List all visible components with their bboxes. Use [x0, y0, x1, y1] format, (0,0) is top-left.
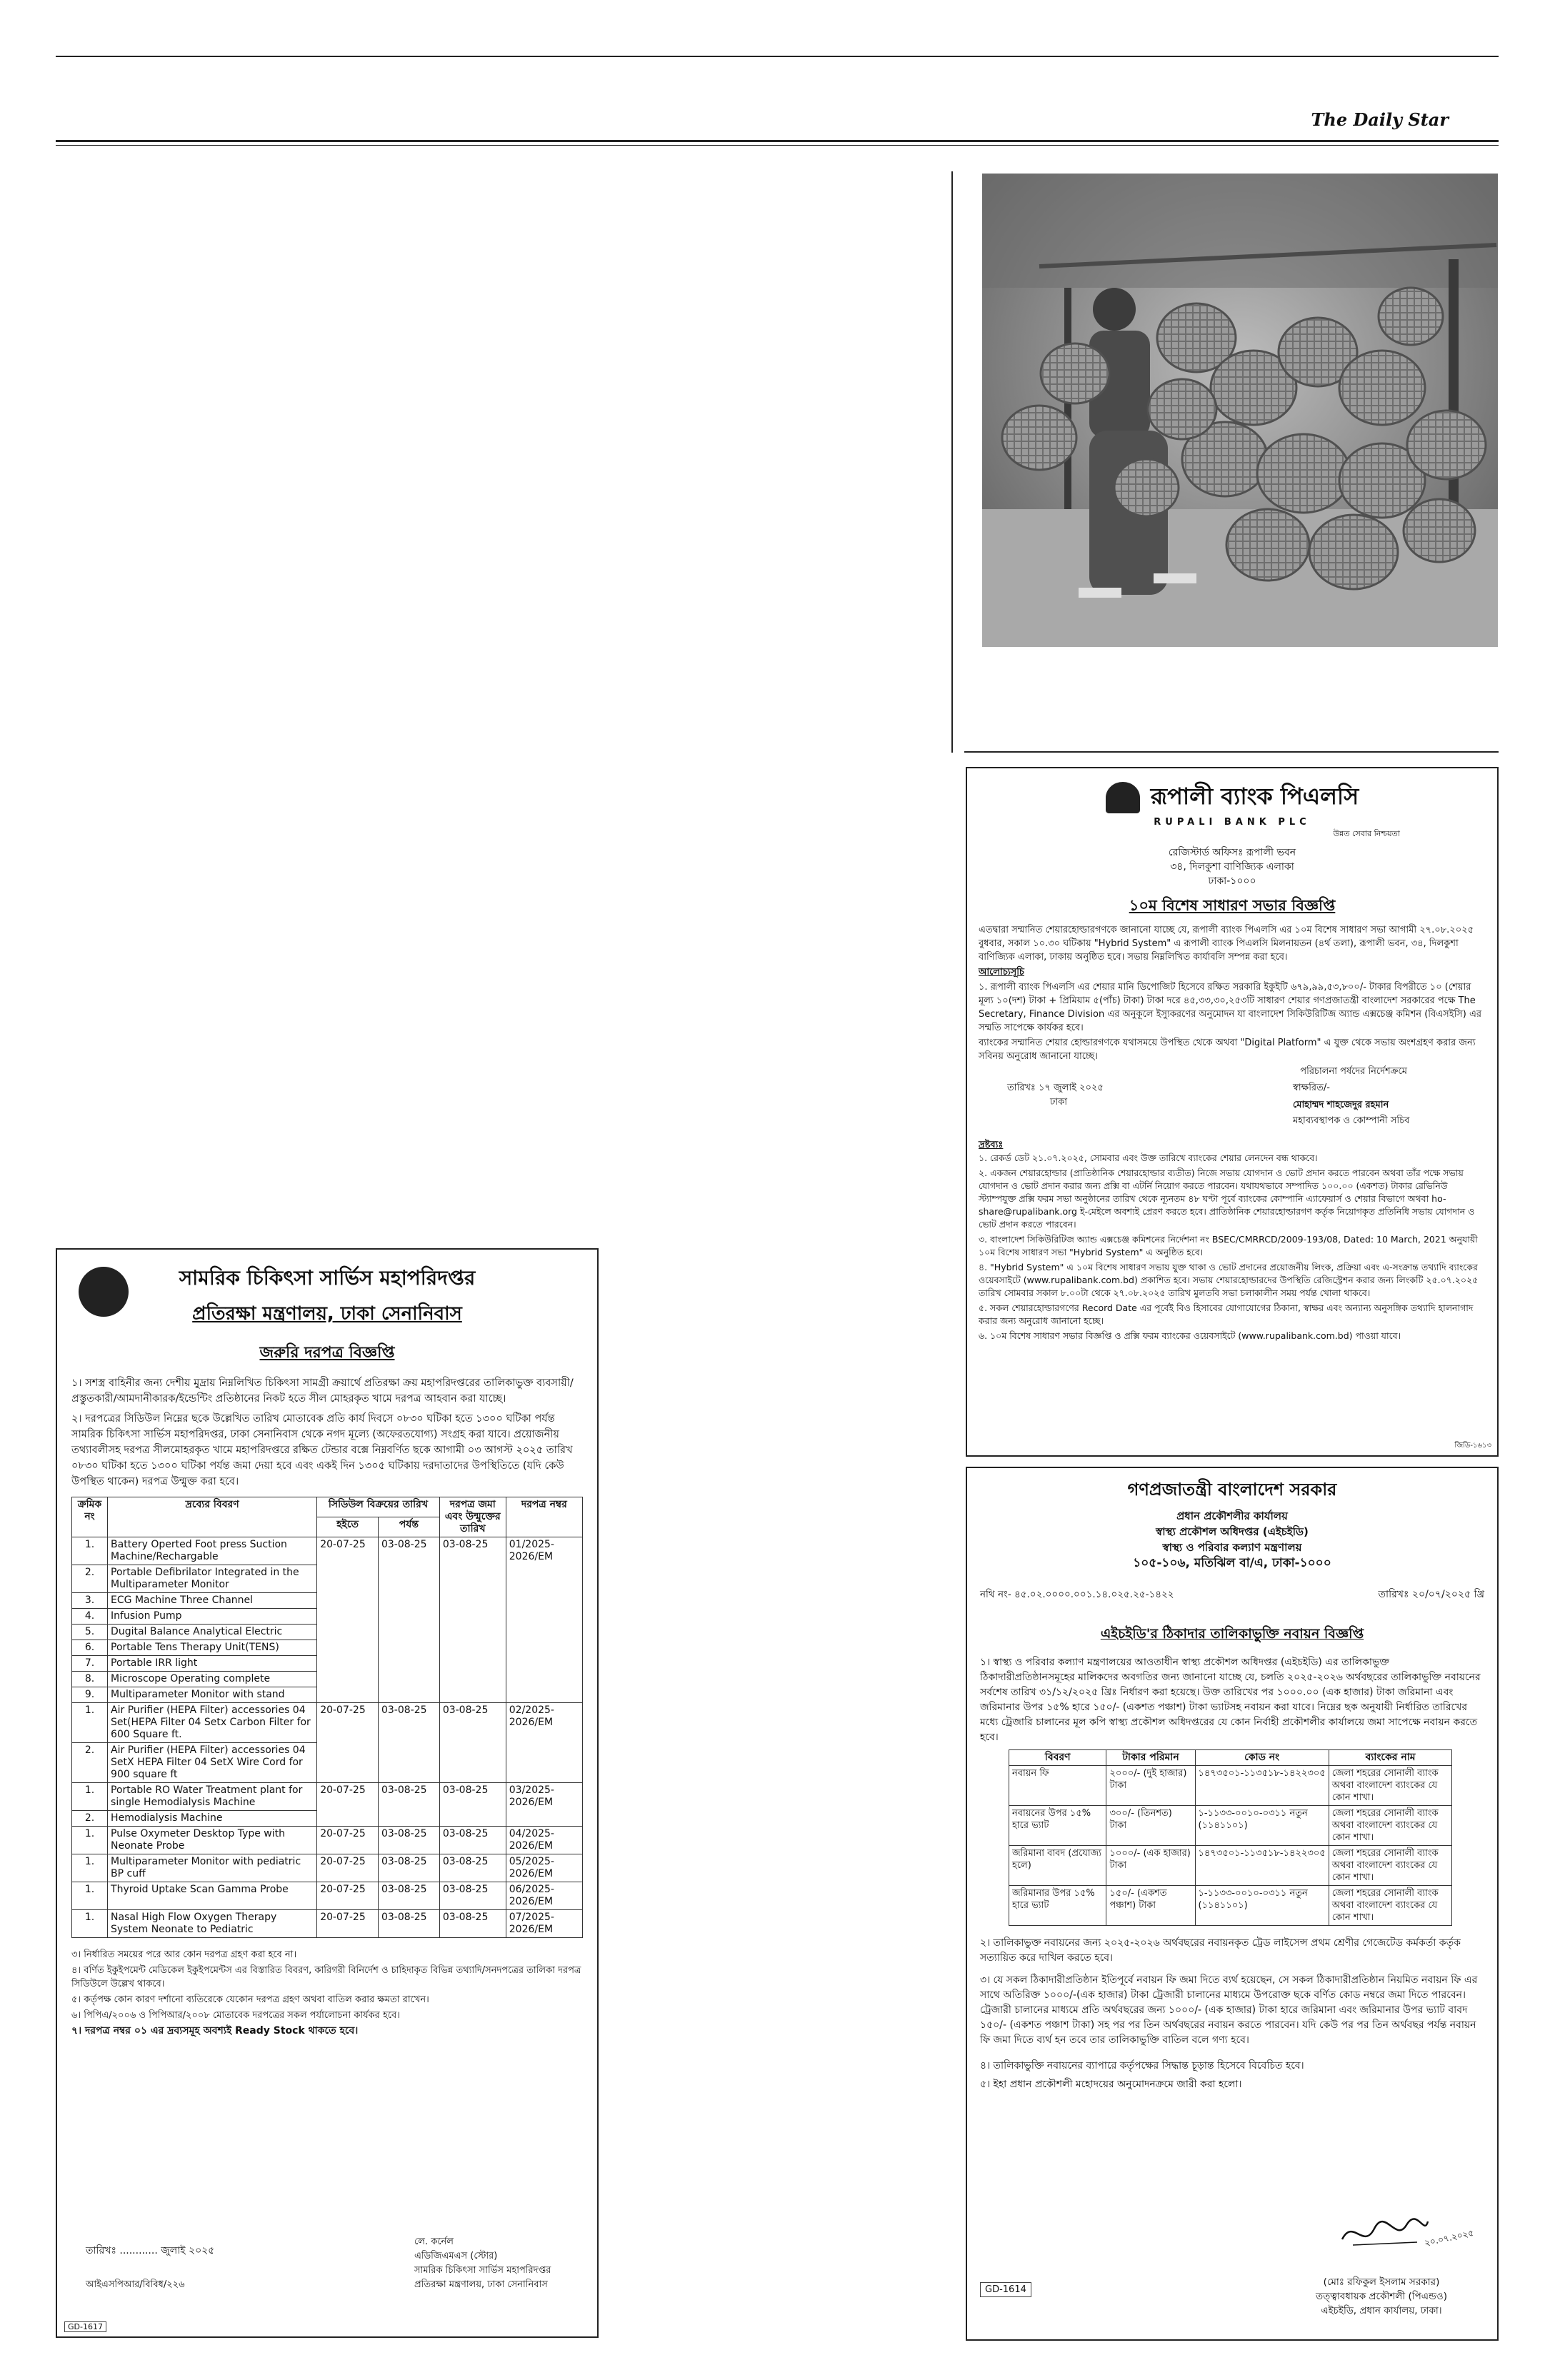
fee-code: ১-১১৩৩-০০১০-০৩১১ নতুন (১১৪১১০১) — [1195, 1886, 1329, 1926]
fee-amount: ১৫০/- (একশত পঞ্চাশ) টাকা — [1106, 1886, 1195, 1926]
row-tender: 02/2025-2026/EM — [506, 1703, 582, 1783]
fee-table — [1009, 1749, 1452, 1926]
fee-bank: জেলা শহরের সোনালী ব্যাংক অথবা বাংলাদেশ ব্যাংকের যে কোন শাখা। — [1329, 1806, 1452, 1846]
note-3: ৩। নির্ধারিত সময়ের পরে আর কোন দরপত্র গ্রহণ করা হবে না। — [71, 1949, 297, 1960]
bank-sign: স্বাক্ষরিত/- — [1293, 1083, 1330, 1093]
col-item: দ্রব্যের বিবরণ — [108, 1497, 317, 1537]
signature-scribble — [1339, 2211, 1431, 2254]
bank-tagline: উন্নত সেবার নিশ্চয়তা — [1333, 829, 1400, 838]
header-rule-1 — [56, 140, 1499, 142]
army-emblem-icon — [79, 1267, 129, 1317]
col-tender: দরপত্র নম্বর — [506, 1497, 582, 1537]
fee-col-code: কোড নং — [1195, 1750, 1329, 1766]
table-row — [72, 1703, 583, 1743]
row-item: Portable Defibrilator Integrated in the Multiparameter Monitor — [108, 1565, 317, 1593]
row-submit: 03-08-25 — [439, 1827, 506, 1854]
row-number: 7. — [72, 1656, 108, 1672]
gov-signer-name: (মোঃ রফিকুল ইসলাম সরকার) — [1323, 2276, 1440, 2288]
row-item: Microscope Operating complete — [108, 1672, 317, 1687]
bank-address — [979, 845, 1486, 888]
table-row — [72, 1882, 583, 1910]
row-item: Multiparameter Monitor with stand — [108, 1687, 317, 1703]
row-submit: 03-08-25 — [439, 1537, 506, 1703]
fee-desc: নবায়ন ফি — [1009, 1766, 1106, 1806]
row-tender: 03/2025-2026/EM — [506, 1783, 582, 1827]
note-7: ৭। দরপত্র নম্বর ০১ এর দ্রব্যসমূহ অবশ্যই Ready Stock থাকতে হবে। — [71, 2025, 359, 2037]
row-number: 3. — [72, 1593, 108, 1609]
note-6: ৬। পিপিএ/২০০৬ ও পিপিআর/২০০৮ মোতাবেক দরপত্রের সকল পর্যালোচনা কার্যকর হবে। — [71, 2010, 400, 2021]
fee-col-bank: ব্যাংকের নাম — [1329, 1750, 1452, 1766]
fee-amount: ৩০০/- (তিনশত) টাকা — [1106, 1806, 1195, 1846]
gov-title: গণপ্রজাতন্ত্রী বাংলাদেশ সরকার — [1127, 1480, 1337, 1500]
fee-row — [1009, 1806, 1452, 1846]
bank-notes — [979, 1152, 1486, 1342]
bank-place: ঢাকা — [1050, 1097, 1067, 1108]
row-from: 20-07-25 — [317, 1703, 379, 1783]
row-number: 8. — [72, 1672, 108, 1687]
col-to: পর্যন্ত — [378, 1517, 439, 1537]
org-subtitle: প্রতিরক্ষা মন্ত্রণালয়, ঢাকা সেনানিবাস — [192, 1303, 462, 1325]
row-from: 20-07-25 — [317, 1827, 379, 1854]
table-row — [72, 1783, 583, 1811]
row-submit: 03-08-25 — [439, 1910, 506, 1938]
notes-list — [71, 1948, 583, 2038]
row-item: Pulse Oxymeter Desktop Type with Neonate Probe — [108, 1827, 317, 1854]
row-number: 5. — [72, 1625, 108, 1640]
col-schedule: সিডিউল বিক্রয়ের তারিখ — [317, 1497, 440, 1517]
gov-para-2: ২। তালিকাভুক্ত নবায়নের জন্য ২০২৫-২০২৬ অর্থবছরের নবায়নকৃত ট্রেড লাইসেন্স প্রথম শ্রেণীর গেজেটেড কর্মকর্তা কর্তৃক সত্যায়িত করে দাখিল করতে হবে। — [980, 1937, 1461, 1964]
gov-para-3: ৩। যে সকল ঠিকাদারীপ্রতিষ্ঠান ইতিপূর্বে নবায়ন ফি জমা দিতে ব্যর্থ হয়েছেন, সে সকল ঠিকাদারীপ্রতিষ্ঠান নিয়মিত নবায়ন ফি এর সাথে অতিরিক্ত ১০০০/-(এক হাজার) টাকা ট্রেজারী চালানের মাধ্যমে উপরোক্ত ছকে বর্ণিত কোড নম্বরে জমা দিতে পারবেন। ট্রেজারী চালানের মাধ্যমে প্রতি অর্থবছরের জন্য ১০০০/- (এক হাজার) টাকা হারে জরিমানা এবং জরিমানার উপর ভ্যাট বাবদ ১৫০/- (একশত পঞ্চাশ টাকা) সহ পর পর তিন অর্থবছরের নবায়ন করতে পারবেন। যদি কেউ পর পর তিন অর্থবছর পর্যন্ত নবায়ন ফি জমা দিতে ব্যর্থ হন তবে তার তালিকাভুক্তি বাতিল বলে গণ্য হবে। — [980, 1974, 1478, 2046]
ref-number: আইএসপিআর/বিবিধ/২২৬ — [86, 2279, 185, 2290]
gov-heading: এইচইডি'র ঠিকাদার তালিকাভুক্তি নবায়ন বিজ্ঞপ্তি — [1100, 1626, 1364, 1642]
basket-seller-photo — [982, 174, 1498, 647]
date-label: তারিখঃ ............ জুলাই ২০২৫ — [86, 2245, 215, 2256]
fee-desc: নবায়নের উপর ১৫% হারে ভ্যাট — [1009, 1806, 1106, 1846]
agenda-item: ১. রূপালী ব্যাংক পিএলসি এর শেয়ার মানি ডিপোজিট হিসেবে রক্ষিত সরকারি ইকুইটি ৬৭৯,৯৯,৫৩,৮০০/- টাকার বিপরীতে ১০ (শেয়ার মূল্য ১০(দশ) টাকা + প্রিমিয়াম ৫(পাঁচ) টাকা) টাকা দরে ৪৫,৩৩,৩০,২৫৩টি সাধারণ শেয়ার গণপ্রজাতন্ত্রী বাংলাদেশ সরকারের পক্ষে The Secretary, Finance Division এর অনুকূলে ইস্যুকরণের অনুমোদন যা বাংলাদেশ সিকিউরিটিজ অ্যান্ড এক্সচেঞ্জ কমিশন (বিএসইসি) এর সম্মতি সাপেক্ষে কার্যকর হবে। — [979, 982, 1482, 1033]
notice-heading: জরুরি দরপত্র বিজ্ঞপ্তি — [259, 1344, 395, 1362]
bank-note-2: ২. একজন শেয়ারহোল্ডার (প্রাতিষ্ঠানিক শেয়ারহোল্ডার ব্যতীত) নিজে সভায় যোগদান ও ভোট প্রদান করতে পারবেন অথবা তাঁর পক্ষে সভায় যোগদান ও ভোট প্রদান করার জন্য প্রক্সি বা এটর্নি নিয়োগ করতে পারবেন। যথাযথভাবে সম্পাদিত ১০০.০০ (একশত) টাকার রেভিনিউ স্ট্যাম্পযুক্ত প্রক্সি ফরম সভা অনুষ্ঠানের তারিখ থেকে ন্যূনতম ৪৮ ঘণ্টা পূর্বে ব্যাংকের কোম্পানি এ্যাফেয়ার্স ও শেয়ার বিভাগে অথবা ho-share@rupalibank.org ই-মেইলে অবশ্যই প্রেরণ করতে হবে। প্রাতিষ্ঠানিক শেয়ারহোল্ডারগণ কর্তৃক নিয়োগকৃত প্রতিনিধি সভায় যোগদান ও ভোট প্রদান করতে পারবেন। — [979, 1168, 1475, 1230]
row-submit: 03-08-25 — [439, 1882, 506, 1910]
bank-notes-label: দ্রষ্টব্যঃ — [979, 1140, 1004, 1150]
row-number: 1. — [72, 1854, 108, 1882]
board-order: পরিচালনা পর্ষদের নির্দেশক্রমে — [1300, 1066, 1407, 1077]
tree-logo-icon — [1106, 782, 1140, 813]
gov-line-3: স্বাস্থ্য ও পরিবার কল্যাণ মন্ত্রণালয় — [1162, 1541, 1302, 1554]
row-tender: 06/2025-2026/EM — [506, 1882, 582, 1910]
row-tender: 01/2025-2026/EM — [506, 1537, 582, 1703]
tender-table — [71, 1497, 583, 1938]
signature-mark — [1339, 2211, 1431, 2254]
row-item: Portable IRR light — [108, 1656, 317, 1672]
row-from: 20-07-25 — [317, 1882, 379, 1910]
fee-amount: ২০০০/- (দুই হাজার) টাকা — [1106, 1766, 1195, 1806]
hed-notice-ad — [966, 1467, 1499, 2341]
row-tender: 05/2025-2026/EM — [506, 1854, 582, 1882]
fee-amount: ১০০০/- (এক হাজার) টাকা — [1106, 1846, 1195, 1886]
row-item: Portable RO Water Treatment plant for single Hemodialysis Machine — [108, 1783, 317, 1811]
col-serial: ক্রমিক নং — [72, 1497, 108, 1537]
fee-desc: জরিমানা বাবদ (প্রযোজ্য হলে) — [1009, 1846, 1106, 1886]
row-number: 1. — [72, 1910, 108, 1938]
row-item: Multiparameter Monitor with pediatric BP cuff — [108, 1854, 317, 1882]
fee-row — [1009, 1766, 1452, 1806]
note-4: ৪। বর্ণিত ইকুইপমেন্ট মেডিকেল ইকুইপমেন্টস এর বিস্তারিত বিবরণ, কারিগরী বিনির্দেশ ও চাহিদাকৃত বিভিন্ন তথ্যাদি/সনদপত্রের তালিকা দরপত্র সিডিউলে উল্লেখ থাকবে। — [71, 1965, 581, 1989]
note-5: ৫। কর্তৃপক্ষ কোন কারণ দর্শানো ব্যতিরেকে যেকোন দরপত্র গ্রহণ অথবা বাতিল করার ক্ষমতা রাখেন। — [71, 1994, 429, 2005]
table-row — [72, 1910, 583, 1938]
signer-block — [414, 2235, 551, 2292]
agenda-label: আলোচ্যসূচি — [979, 967, 1024, 978]
row-item: Dugital Balance Analytical Electric — [108, 1625, 317, 1640]
row-number: 2. — [72, 1743, 108, 1783]
bank-name-en: RUPALI BANK PLC — [1154, 817, 1311, 828]
row-from: 20-07-25 — [317, 1783, 379, 1827]
row-to: 03-08-25 — [378, 1827, 439, 1854]
masthead-logo: The Daily Star — [1311, 109, 1449, 130]
row-number: 9. — [72, 1687, 108, 1703]
gov-para-4: ৪। তালিকাভুক্তি নবায়নের ব্যাপারে কর্তৃপক্ষের সিদ্ধান্ত চূড়ান্ত হিসেবে বিবেচিত হবে। — [980, 2060, 1304, 2072]
row-to: 03-08-25 — [378, 1703, 439, 1783]
bank-note-1: ১. রেকর্ড ডেট ২১.০৭.২০২৫, সোমবার এবং উক্ত তারিখে ব্যাংকের শেয়ার লেনদেন বন্ধ থাকবে। — [979, 1153, 1318, 1163]
gov-para-5: ৫। ইহা প্রধান প্রকৌশলী মহোদয়ের অনুমোদনক্রমে জারী করা হলো। — [980, 2079, 1242, 2090]
fee-desc: জরিমানার উপর ১৫% হারে ভ্যাট — [1009, 1886, 1106, 1926]
row-item: Portable Tens Therapy Unit(TENS) — [108, 1640, 317, 1656]
table-row — [72, 1827, 583, 1854]
row-item: Hemodialysis Machine — [108, 1811, 317, 1827]
gov-signer-office: এইচইডি, প্রধান কার্যালয়, ঢাকা। — [1321, 2305, 1442, 2316]
row-number: 2. — [72, 1565, 108, 1593]
row-number: 1. — [72, 1882, 108, 1910]
row-item: Nasal High Flow Oxygen Therapy System Neonate to Pediatric — [108, 1910, 317, 1938]
gov-gd-code: GD-1614 — [980, 2282, 1031, 2297]
bank-heading: ১০ম বিশেষ সাধারণ সভার বিজ্ঞপ্তি — [1129, 897, 1336, 914]
row-item: Air Purifier (HEPA Filter) accessories 04 SetX HEPA Filter 04 SetX Wire Cord for 900 square ft — [108, 1743, 317, 1783]
row-to: 03-08-25 — [378, 1910, 439, 1938]
row-number: 2. — [72, 1811, 108, 1827]
fee-code: ১৪৭৩৫০১-১১৩৫১৮-১৪২২৩০৫ — [1195, 1846, 1329, 1886]
row-submit: 03-08-25 — [439, 1783, 506, 1827]
fee-col-desc: বিবরণ — [1009, 1750, 1106, 1766]
row-from: 20-07-25 — [317, 1854, 379, 1882]
attend-note: ব্যাংকের সম্মানিত শেয়ার হোল্ডারগণকে যথাসময়ে উপস্থিত থেকে অথবা "Digital Platform" এ যুক্ত থেকে সভায় অংশগ্রহণ করার জন্য সবিনয় অনুরোধ জানানো যাচ্ছে। — [979, 1038, 1476, 1062]
signer-rank: লে. কর্নেল — [414, 2236, 454, 2247]
fee-bank: জেলা শহরের সোনালী ব্যাংক অথবা বাংলাদেশ ব্যাংকের যে কোন শাখা। — [1329, 1886, 1452, 1926]
row-item: ECG Machine Three Channel — [108, 1593, 317, 1609]
fee-bank: জেলা শহরের সোনালী ব্যাংক অথবা বাংলাদেশ ব্যাংকের যে কোন শাখা। — [1329, 1846, 1452, 1886]
gov-line-2: স্বাস্থ্য প্রকৌশল অধিদপ্তর (এইচইডি) — [1156, 1525, 1309, 1538]
gov-signer-title: তত্ত্বাবধায়ক প্রকৌশলী (পিএন্ডও) — [1315, 2291, 1447, 2302]
address-line-3: ঢাকা-১০০০ — [1208, 875, 1256, 887]
bank-signer-title: মহাব্যবস্থাপক ও কোম্পানী সচিব — [1293, 1115, 1410, 1126]
signer-place: প্রতিরক্ষা মন্ত্রণালয়, ঢাকা সেনানিবাস — [414, 2279, 548, 2290]
bank-gd-code: জিডি-১৬১৩ — [1454, 1442, 1491, 1450]
row-number: 6. — [72, 1640, 108, 1656]
row-item: Infusion Pump — [108, 1609, 317, 1625]
fee-code: ১৪৭৩৫০১-১১৩৫১৮-১৪২২৩০৫ — [1195, 1766, 1329, 1806]
file-number: নথি নং- ৪৫.০২.০০০০.০০১.১৪.০২৫.২৫-১৪২২ — [980, 1589, 1174, 1600]
bank-note-4: ৪. "Hybrid System" এ ১০ম বিশেষ সাধারণ সভায় যুক্ত থাকা ও ভোট প্রদানের প্রয়োজনীয় লিংক, প্রক্রিয়া এবং এ-সংক্রান্ত তথ্যাদি ব্যাংকের ওয়েবসাইটে (www.rupalibank.com.bd) প্রকাশিত হবে। সভায় শেয়ারহোল্ডারদের উপস্থিতি রেজিস্ট্রেশন করার জন্য লিংকটি ২৫.০৭.২০২৫ তারিখ সোমবার সকাল ৮.০০টা থেকে ২৭.০৮.২০২৫ তারিখ মুলতবি সভা চলাকালীন সময় পর্যন্ত খোলা থাকবে। — [979, 1262, 1479, 1298]
para-1: ১। সশস্ত্র বাহিনীর জন্য দেশীয় মুদ্রায় নিম্নলিখিত চিকিৎসা সামগ্রী ক্রয়ার্থে প্রতিরক্ষা ক্রয় মহাপরিদপ্তরের তালিকাভুক্ত ব্যবসায়ী/প্রস্তুতকারী/আমদানীকারক/ইন্ডেন্টিং প্রতিষ্ঠানের নিকট হতে সীল মোহরকৃত খামে দরপত্র আহবান করা যাচ্ছে। — [71, 1377, 574, 1405]
address-line-1: রেজিস্টার্ড অফিসঃ রূপালী ভবন — [1168, 847, 1296, 858]
org-title: সামরিক চিকিৎসা সার্ভিস মহাপরিদপ্তর — [179, 1266, 476, 1290]
fee-row — [1009, 1886, 1452, 1926]
signer-org: সামরিক চিকিৎসা সার্ভিস মহাপরিদপ্তর — [414, 2265, 551, 2276]
signature-date: ২০.০৭.২০২৫ — [1423, 2227, 1475, 2249]
file-line — [980, 1584, 1484, 1608]
bank-logo — [979, 778, 1486, 817]
gov-date: তারিখঃ ২০/০৭/২০২৫ খ্রি — [1378, 1589, 1484, 1600]
col-from: হইতে — [317, 1517, 379, 1537]
table-row — [72, 1537, 583, 1565]
photo-illustration — [982, 174, 1498, 647]
bank-sign-block — [979, 1078, 1486, 1138]
gov-line-4: ১০৫-১০৬, মতিঝিল বা/এ, ঢাকা-১০০০ — [1133, 1556, 1331, 1570]
row-from: 20-07-25 — [317, 1537, 379, 1703]
gov-para-1: ১। স্বাস্থ্য ও পরিবার কল্যাণ মন্ত্রণালয়ের আওতাধীন স্বাস্থ্য প্রকৌশল অধিদপ্তর (এইচইডি) এর তালিকাভুক্ত ঠিকাদারীপ্রতিষ্ঠানসমূহের মালিকদের অবগতির জন্য জানানো যাচ্ছে যে, চলতি ২০২৫-২০২৬ অর্থবছরের তালিকাভুক্তি নবায়নের সর্বশেষ তারিখ ৩১/১২/২০২৫ খ্রিঃ নির্ধারণ করা হয়েছে। উক্ত তারিখের পর ১০০০.০০ (এক হাজার) টাকা জরিমানা এবং জরিমানার উপর ১৫% হারে ১৫০/- (একশত পঞ্চাশ) টাকা ভ্যাটসহ নবায়ন করা যাবে। নিম্নের ছক অনুযায়ী নির্ধারিত তারিখের মধ্যে ট্রেজারি চালানের মূল কপি স্বাস্থ্য প্রকৌশল অধিদপ্তরের যে কোন নির্বাহী প্রকৌশলীর কার্যালয়ে জমা সাপেক্ষে নবায়ন করতে হবে। — [980, 1657, 1481, 1743]
gd-code: GD-1617 — [64, 2321, 106, 2332]
row-submit: 03-08-25 — [439, 1854, 506, 1882]
header-rule-2 — [56, 145, 1499, 146]
fee-code: ১-১১৩৩-০০১০-০৩১১ নতুন (১১৪১১০১) — [1195, 1806, 1329, 1846]
row-tender: 07/2025-2026/EM — [506, 1910, 582, 1938]
bank-note-3: ৩. বাংলাদেশ সিকিউরিটিজ অ্যান্ড এক্সচেঞ্জ কমিশনের নির্দেশনা নং BSEC/CMRRCD/2009-193/08, Dated: 10 March, 2021 অনুযায়ী ১০ম বিশেষ সাধারণ সভা "Hybrid System" এ অনুষ্ঠিত হবে। — [979, 1234, 1478, 1257]
fee-row — [1009, 1846, 1452, 1886]
row-number: 1. — [72, 1783, 108, 1811]
row-to: 03-08-25 — [378, 1537, 439, 1703]
col-submit: দরপত্র জমা এবং উন্মুক্তের তারিখ — [439, 1497, 506, 1537]
row-number: 1. — [72, 1703, 108, 1743]
column-divider — [951, 171, 953, 753]
gov-signer-block — [1281, 2275, 1481, 2318]
row-to: 03-08-25 — [378, 1783, 439, 1827]
photo-bottom-rule — [964, 751, 1499, 753]
bank-intro: এতদ্বারা সম্মানিত শেয়ারহোল্ডারগণকে জানানো যাচ্ছে যে, রূপালী ব্যাংক পিএলসি এর ১০ম বিশেষ সাধারণ সভা আগামী ২৭.০৮.২০২৫ বুধবার, সকাল ১০.৩০ ঘটিকায় "Hybrid System" এ রূপালী ব্যাংক পিএলসি মিলনায়তন (৪র্থ তলা), রূপালী ভবন, ৩৪, দিলকুশা বাণিজ্যিক এলাকা, ঢাকায় অনুষ্ঠিত হবে। সভায় নিম্নলিখিত কার্যাবলি সম্পন্ন করা হবে। — [979, 925, 1474, 963]
para-2: ২। দরপত্রের সিডিউল নিম্নের ছকে উল্লেখিত তারিখ মোতাবেক প্রতি কার্য দিবসে ০৮৩০ ঘটিকা হতে ১৩০০ ঘটিকা পর্যন্ত সামরিক চিকিৎসা সার্ভিস মহাপরিদপ্তর, ঢাকা সেনানিবাস থেকে নগদ মূল্যে (অফেরতযোগ্য) সংগ্রহ করা যাবে। প্রয়োজনীয় তথ্যাবলীসহ দরপত্র সীলমোহরকৃত খামে মহাপরিদপ্তরে রক্ষিত টেন্ডার বক্সে নিম্নবর্ণিত ছকে আগামী ০৩ আগস্ট ২০২৫ তারিখ ০৮৩০ ঘটিকা হতে ১৩০০ ঘটিকা পর্যন্ত জমা দেয়া হবে এবং একই দিন ১৩০৫ ঘটিকায় দরদাতাদের উপস্থিতিতে (যদি কেউ উপস্থিত থাকেন) দরপত্র উন্মুক্ত করা হবে। — [71, 1413, 573, 1487]
signer-post: এডিজিএমএস (স্টোর) — [414, 2251, 498, 2261]
row-item: Thyroid Uptake Scan Gamma Probe — [108, 1882, 317, 1910]
row-number: 4. — [72, 1609, 108, 1625]
bank-notice-ad — [966, 767, 1499, 1457]
row-item: Air Purifier (HEPA Filter) accessories 04 Set(HEPA Filter 04 Setx Carbon Filter for 600 Square ft. — [108, 1703, 317, 1743]
tender-notice-ad — [56, 1248, 599, 2338]
row-to: 03-08-25 — [378, 1854, 439, 1882]
bank-signer-name: মোহাম্মদ শাহজেদুর রহমান — [1293, 1100, 1389, 1110]
fee-bank: জেলা শহরের সোনালী ব্যাংক অথবা বাংলাদেশ ব্যাংকের যে কোন শাখা। — [1329, 1766, 1452, 1806]
row-to: 03-08-25 — [378, 1882, 439, 1910]
row-number: 1. — [72, 1537, 108, 1565]
row-item: Battery Operted Foot press Suction Machine/Rechargable — [108, 1537, 317, 1565]
top-rule — [56, 56, 1499, 57]
row-number: 1. — [72, 1827, 108, 1854]
table-row — [72, 1854, 583, 1882]
gov-office-block — [980, 1508, 1484, 1571]
address-line-2: ৩৪, দিলকুশা বাণিজ্যিক এলাকা — [1170, 861, 1294, 873]
fee-col-amount: টাকার পরিমান — [1106, 1750, 1195, 1766]
row-tender: 04/2025-2026/EM — [506, 1827, 582, 1854]
bank-date: তারিখঃ ১৭ জুলাই ২০২৫ — [1007, 1083, 1104, 1093]
bank-name-bn: রূপালী ব্যাংক পিএলসি — [1150, 783, 1359, 810]
row-from: 20-07-25 — [317, 1910, 379, 1938]
row-submit: 03-08-25 — [439, 1703, 506, 1783]
bank-note-5: ৫. সকল শেয়ারহোল্ডারগণের Record Date এর পূর্বেই বিও হিসাবের যোগাযোগের ঠিকানা, স্বাক্ষর এবং অন্যান্য অনুসঙ্গিক তথ্যাদি হালনাগাদ করার জন্য অনুরোধ জানানো হচ্ছে। — [979, 1302, 1474, 1326]
gov-line-1: প্রধান প্রকৌশলীর কার্যালয় — [1176, 1510, 1288, 1522]
bank-note-6: ৬. ১০ম বিশেষ সাধারণ সভার বিজ্ঞপ্তি ও প্রক্সি ফরম ব্যাংকের ওয়েবসাইটে (www.rupalibank.com.bd) পাওয়া যাবে। — [979, 1330, 1401, 1341]
